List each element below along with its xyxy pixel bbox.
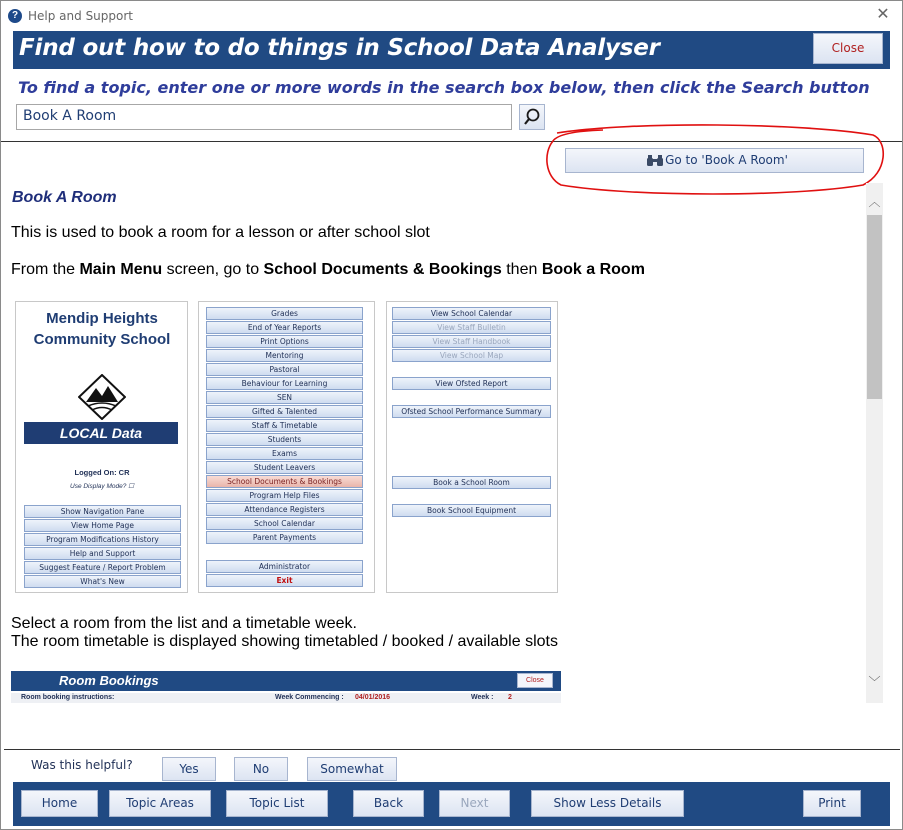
para2-bold-book-room: Book a Room: [541, 261, 645, 278]
school-logo-icon: [78, 374, 126, 420]
para2-bold-main-menu: Main Menu: [79, 261, 163, 278]
help-app-icon: ?: [8, 9, 22, 23]
back-button[interactable]: Back: [353, 790, 424, 817]
feedback-yes-button[interactable]: Yes: [162, 757, 216, 781]
binoculars-icon: [646, 154, 664, 168]
scroll-up-icon[interactable]: ︿: [868, 195, 881, 209]
menu-right-button: View Ofsted Report: [392, 377, 551, 390]
display-mode-text: Use Display Mode? ☐: [70, 483, 134, 490]
room-bookings-close: Close: [517, 673, 553, 688]
goto-topic-label: Go to 'Book A Room': [665, 153, 788, 167]
menu-middle-button: Gifted & Talented: [206, 405, 363, 418]
menu-right-button: View Staff Bulletin: [392, 321, 551, 334]
week-label: Week :: [471, 694, 494, 701]
menu-left-button: Show Navigation Pane: [24, 505, 181, 518]
week-value: 2: [508, 694, 512, 701]
menu-screenshot-middle: [198, 301, 375, 593]
search-button[interactable]: [519, 104, 545, 130]
print-button[interactable]: Print: [803, 790, 861, 817]
menu-left-button: Help and Support: [24, 547, 181, 560]
menu-middle-button: Mentoring: [206, 349, 363, 362]
page-title: Find out how to do things in School Data Analyser: [19, 35, 660, 61]
topic-areas-button[interactable]: Topic Areas: [109, 790, 211, 817]
divider-top: [1, 141, 902, 142]
feedback-question: Was this helpful?: [31, 758, 133, 772]
goto-topic-button[interactable]: [565, 148, 864, 173]
scroll-down-icon[interactable]: ﹀: [868, 675, 881, 689]
week-commencing-label: Week Commencing :: [275, 694, 344, 701]
close-button[interactable]: Close: [813, 33, 883, 64]
topic-paragraph-2: [11, 261, 645, 279]
menu-left-button: What's New: [24, 575, 181, 588]
menu-screenshot-left: [15, 301, 188, 593]
menu-exit-button: Exit: [206, 574, 363, 587]
para2-text-3: then: [501, 261, 542, 278]
scroll-thumb[interactable]: [867, 215, 882, 399]
content-scrollbar[interactable]: [866, 183, 883, 703]
menu-middle-button: Exams: [206, 447, 363, 460]
menu-right-button: View Staff Handbook: [392, 335, 551, 348]
menu-middle-button: Student Leavers: [206, 461, 363, 474]
logged-on-text: Logged On: CR: [74, 468, 130, 477]
room-bookings-title: Room Bookings: [59, 673, 159, 688]
menu-middle-button: Pastoral: [206, 363, 363, 376]
menu-middle-button: Grades: [206, 307, 363, 320]
menu-middle-button: Behaviour for Learning: [206, 377, 363, 390]
divider-bottom: [4, 749, 900, 750]
room-bookings-info-row: [11, 693, 561, 703]
menu-middle-button: End of Year Reports: [206, 321, 363, 334]
room-bookings-screenshot-header: [11, 671, 561, 691]
menu-right-button: Ofsted School Performance Summary: [392, 405, 551, 418]
menu-right-button: Book School Equipment: [392, 504, 551, 517]
para2-text-1: From the: [11, 261, 80, 278]
next-button[interactable]: Next: [439, 790, 510, 817]
topic-paragraph-3-line-2: The room timetable is displayed showing timetabled / booked / available slots: [11, 633, 558, 650]
menu-middle-button: Staff & Timetable: [206, 419, 363, 432]
topic-list-button[interactable]: Topic List: [226, 790, 328, 817]
home-button[interactable]: Home: [21, 790, 98, 817]
window-title: Help and Support: [28, 9, 133, 23]
search-instructions: To find a topic, enter one or more words in the search box below, then click the Search button: [18, 78, 870, 97]
search-input[interactable]: Book A Room: [16, 104, 512, 130]
menu-screenshot-right: [386, 301, 558, 593]
para2-text-2: screen, go to: [162, 261, 264, 278]
show-less-details-button[interactable]: Show Less Details: [531, 790, 684, 817]
menu-right-button: View School Map: [392, 349, 551, 362]
menu-middle-button: Attendance Registers: [206, 503, 363, 516]
menu-middle-button: Parent Payments: [206, 531, 363, 544]
topic-paragraph-1: This is used to book a room for a lesson or after school slot: [11, 224, 430, 241]
topic-content: [4, 183, 866, 703]
menu-middle-button: Print Options: [206, 335, 363, 348]
magnifier-icon: [520, 105, 544, 129]
menu-middle-button: Program Help Files: [206, 489, 363, 502]
para2-bold-school-docs: School Documents & Bookings: [263, 261, 502, 278]
school-name: [16, 308, 188, 350]
menu-left-button: View Home Page: [24, 519, 181, 532]
menu-administrator-button: Administrator: [206, 560, 363, 573]
topic-paragraph-3-line-1: Select a room from the list and a timetable week.: [11, 615, 357, 632]
menu-middle-button: School Calendar: [206, 517, 363, 530]
feedback-somewhat-button[interactable]: Somewhat: [307, 757, 397, 781]
feedback-no-button[interactable]: No: [234, 757, 288, 781]
week-commencing-value: 04/01/2016: [355, 694, 391, 701]
menu-right-button: View School Calendar: [392, 307, 551, 320]
topic-title: Book A Room: [12, 189, 117, 206]
header-band: [13, 31, 890, 69]
menu-left-button: Suggest Feature / Report Problem: [24, 561, 181, 574]
menu-middle-button-highlighted: School Documents & Bookings: [206, 475, 363, 488]
menu-left-button: Program Modifications History: [24, 533, 181, 546]
room-booking-instructions-label: Room booking instructions:: [21, 694, 115, 701]
menu-middle-button: SEN: [206, 391, 363, 404]
title-bar: [1, 1, 902, 31]
school-name-line2: Community School: [33, 331, 171, 348]
window-close-icon[interactable]: ✕: [876, 6, 890, 23]
school-name-line1: Mendip Heights: [46, 310, 158, 327]
local-data-band: LOCAL Data: [24, 422, 178, 444]
menu-middle-button: Students: [206, 433, 363, 446]
menu-right-button: Book a School Room: [392, 476, 551, 489]
